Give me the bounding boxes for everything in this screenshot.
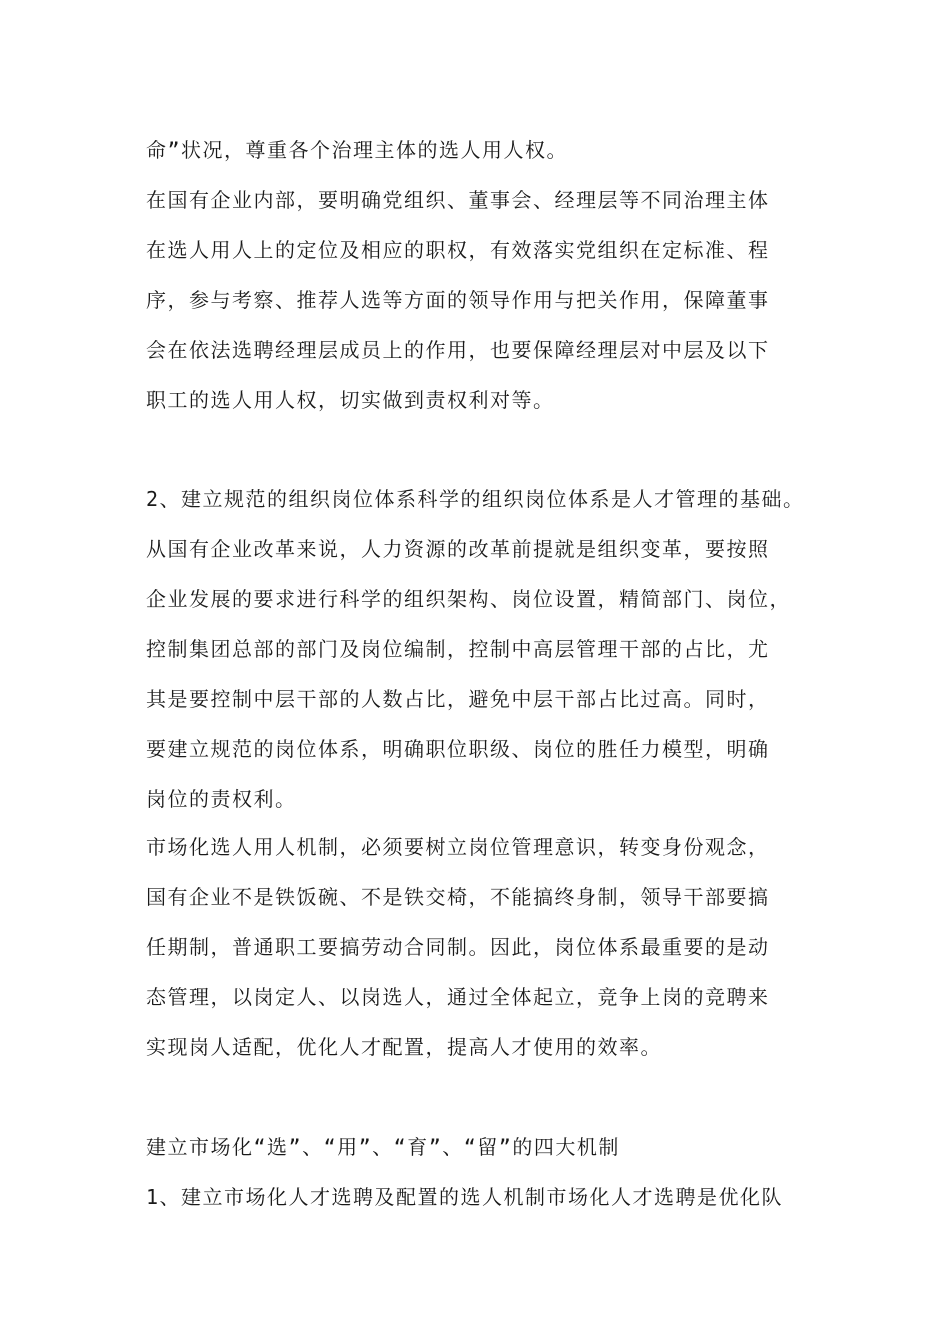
text-line: 岗位的责权利。 bbox=[146, 787, 297, 811]
text-line: 在选人用人上的定位及相应的职权，有效落实党组织在定标准、程 bbox=[146, 238, 770, 262]
text-line: 态管理，以岗定人、以岗选人，通过全体起立，竞争上岗的竞聘来 bbox=[146, 985, 770, 1009]
section-heading-line: 1、建立市场化人才选聘及配置的选人机制市场化人才选聘是优化队 bbox=[146, 1185, 784, 1209]
text-line: 实现岗人适配，优化人才配置，提高人才使用的效率。 bbox=[146, 1035, 662, 1059]
text-line: 控制集团总部的部门及岗位编制，控制中高层管理干部的占比，尤 bbox=[146, 637, 770, 661]
text-line: 序，参与考察、推荐人选等方面的领导作用与把关作用，保障董事 bbox=[146, 288, 770, 312]
text-line: 企业发展的要求进行科学的组织架构、岗位设置，精简部门、岗位， bbox=[146, 587, 791, 611]
text-line: 要建立规范的岗位体系，明确职位职级、岗位的胜任力模型，明确 bbox=[146, 737, 770, 761]
section-title: 建立市场化“选”、“用”、“育”、“留”的四大机制 bbox=[146, 1135, 620, 1159]
text-line: 其是要控制中层干部的人数占比，避免中层干部占比过高。同时， bbox=[146, 687, 770, 711]
text-line: 命”状况，尊重各个治理主体的选人用人权。 bbox=[146, 138, 569, 162]
text-line: 会在依法选聘经理层成员上的作用，也要保障经理层对中层及以下 bbox=[146, 338, 770, 362]
text-line: 从国有企业改革来说，人力资源的改革前提就是组织变革，要按照 bbox=[146, 537, 770, 561]
text-line: 任期制，普通职工要搞劳动合同制。因此，岗位体系最重要的是动 bbox=[146, 935, 770, 959]
text-line: 在国有企业内部，要明确党组织、董事会、经理层等不同治理主体 bbox=[146, 188, 770, 212]
text-line: 市场化选人用人机制，必须要树立岗位管理意识，转变身份观念， bbox=[146, 835, 770, 859]
text-line: 职工的选人用人权，切实做到责权利对等。 bbox=[146, 388, 555, 412]
section-heading-line: 2、建立规范的组织岗位体系科学的组织岗位体系是人才管理的基础。 bbox=[146, 487, 805, 511]
text-line: 国有企业不是铁饭碗、不是铁交椅，不能搞终身制，领导干部要搞 bbox=[146, 885, 770, 909]
